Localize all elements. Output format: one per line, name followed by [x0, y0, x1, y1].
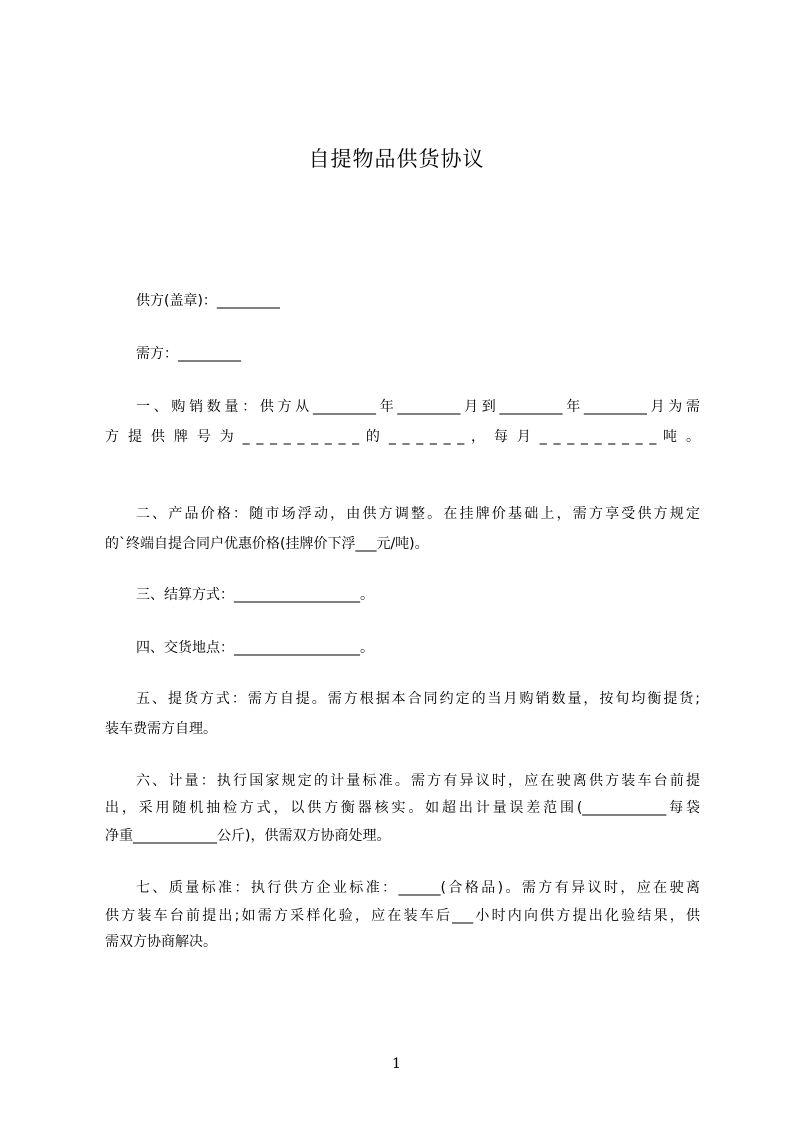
clause-7-line-3: 需双方协商解决。: [105, 934, 217, 950]
clause-3-line: 三、结算方式：__________________。: [136, 587, 374, 603]
clause-6-line-1: 六、计量：执行国家规定的计量标准。需方有异议时，应在驶离供方装车台前提: [136, 773, 700, 789]
clause-7-line-2: 供方装车台前提出;如需方采样化验，应在装车后___小时内向供方提出化验结果，供: [105, 908, 700, 924]
document-title: 自提物品供货协议: [308, 147, 485, 171]
clause-7-line-1: 七、质量标准：执行供方企业标准：______(合格品)。需方有异议时，应在驶离: [136, 880, 700, 896]
clause-5-line-1: 五、提货方式：需方自提。需方根据本合同约定的当月购销数量，按旬均衡提货;: [136, 691, 700, 707]
clause-6-line-2: 出，采用随机抽检方式，以供方衡器核实。如超出计量误差范围(____________每袋: [105, 800, 700, 816]
clause-5-line-2: 装车费需方自理。: [105, 721, 217, 737]
buyer-line: 需方：_________: [136, 346, 241, 362]
clause-6-line-3: 净重____________公斤)，供需双方协商处理。: [105, 828, 391, 844]
clause-2-line-2: 的`终端自提合同户优惠价格(挂牌价下浮___元/吨)。: [105, 536, 429, 552]
clause-1-line-1: 一、购销数量：供方从_________年_________月到_________年_________月为需: [136, 399, 700, 415]
supplier-line: 供方(盖章)：_________: [136, 293, 280, 309]
clause-4-line: 四、交货地点：__________________。: [136, 640, 374, 656]
clause-1-line-2: 方 提 供 牌 号 为 _ _ _ _ _ _ _ _ _ 的 _ _ _ _ _ _ ， 每 月 _ _ _ _ _ _ _ _ _ 吨 。: [105, 429, 700, 445]
page-number: 1: [392, 1056, 401, 1072]
clause-2-line-1: 二、产品价格：随市场浮动，由供方调整。在挂牌价基础上，需方享受供方规定: [136, 506, 700, 522]
